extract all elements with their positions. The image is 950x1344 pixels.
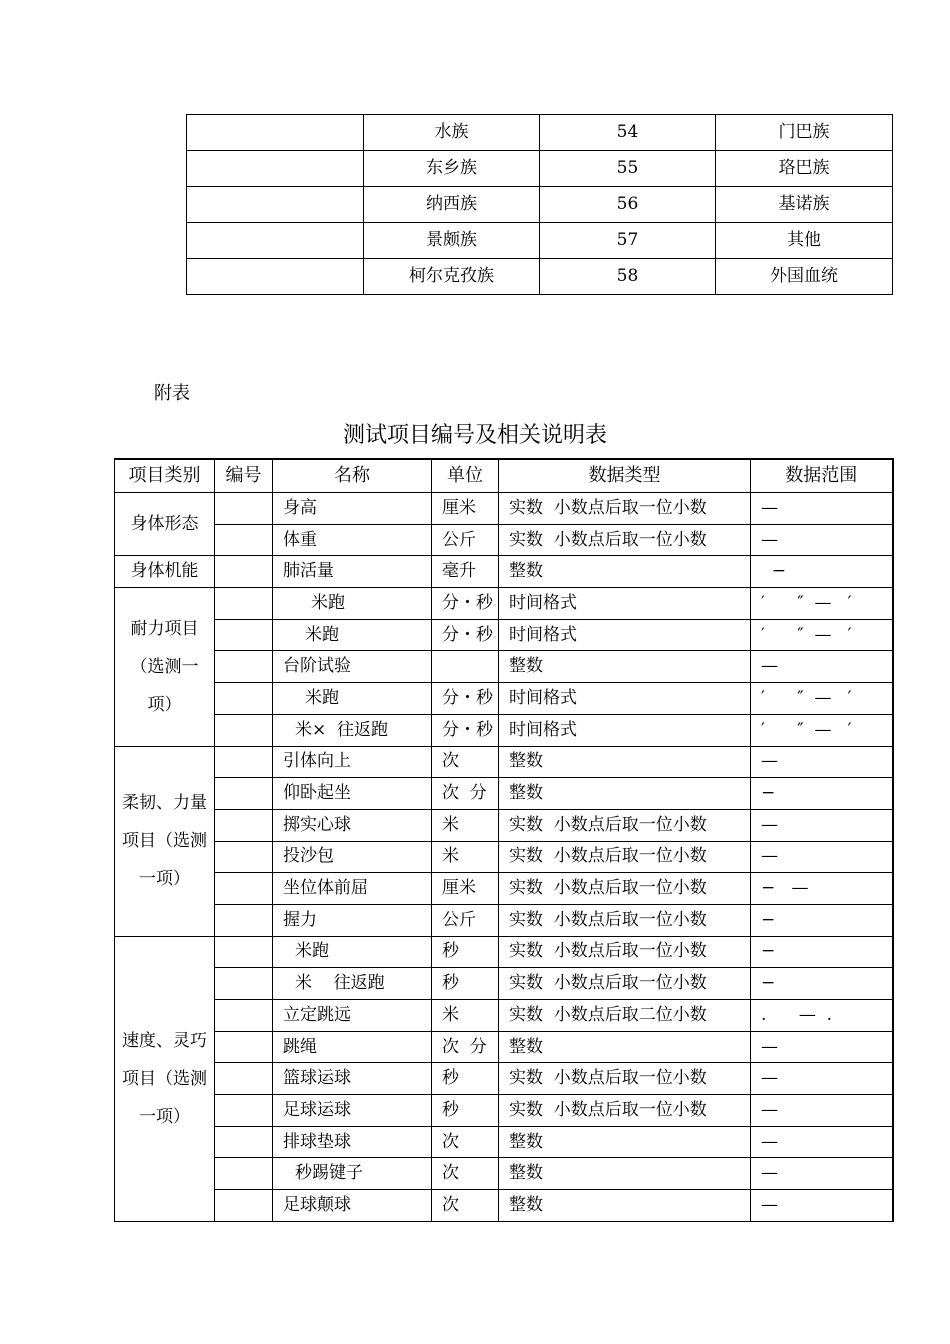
unit-cell: 公斤	[432, 524, 499, 556]
number-cell	[215, 651, 273, 683]
data-range-cell: ′ ″ — ′	[751, 588, 893, 620]
table-cell	[187, 223, 364, 259]
appendix-label: 附表	[154, 383, 190, 404]
header-data-range: 数据范围	[751, 459, 893, 493]
data-range-cell: —	[751, 493, 893, 525]
data-type-cell: 整数	[499, 778, 751, 810]
header-unit: 单位	[432, 459, 499, 493]
number-cell	[215, 873, 273, 905]
table-row	[115, 1190, 893, 1222]
data-type-cell: 整数	[499, 1126, 751, 1158]
unit-cell: 分・秒	[432, 683, 499, 715]
number-cell	[215, 588, 273, 620]
table-cell: 东乡族	[364, 151, 540, 187]
table-cell	[187, 151, 364, 187]
data-range-cell: −	[751, 936, 893, 968]
unit-cell: 分・秒	[432, 619, 499, 651]
name-cell: 台阶试验	[273, 651, 432, 683]
data-range-cell: —	[751, 1126, 893, 1158]
ethnic-table-body	[187, 115, 893, 295]
unit-cell: 次	[432, 1190, 499, 1222]
number-cell	[215, 1031, 273, 1063]
table-cell: 柯尔克孜族	[364, 259, 540, 295]
test-items-table	[114, 458, 894, 1222]
table-cell: 景颇族	[364, 223, 540, 259]
data-range-cell: —	[751, 841, 893, 873]
data-range-cell: —	[751, 651, 893, 683]
unit-cell: 秒	[432, 1095, 499, 1127]
unit-cell: 次	[432, 1158, 499, 1190]
table-cell: 纳西族	[364, 187, 540, 223]
unit-cell: 分・秒	[432, 588, 499, 620]
unit-cell: 米	[432, 841, 499, 873]
table-row	[115, 904, 893, 936]
test-table-body	[115, 493, 893, 1222]
number-cell	[215, 683, 273, 715]
data-type-cell: 实数 小数点后取一位小数	[499, 936, 751, 968]
table-cell	[187, 187, 364, 223]
data-range-cell: —	[751, 1095, 893, 1127]
unit-cell: 公斤	[432, 904, 499, 936]
name-cell: 引体向上	[273, 746, 432, 778]
number-cell	[215, 524, 273, 556]
unit-cell: 秒	[432, 1063, 499, 1095]
data-range-cell: —	[751, 746, 893, 778]
table-cell: 门巴族	[716, 115, 893, 151]
data-type-cell: 整数	[499, 651, 751, 683]
name-cell: 身高	[273, 493, 432, 525]
table-row	[115, 841, 893, 873]
data-type-cell: 整数	[499, 1031, 751, 1063]
table-row	[187, 223, 893, 259]
table-cell: 外国血统	[716, 259, 893, 295]
table-row	[187, 115, 893, 151]
unit-cell: 次 分	[432, 1031, 499, 1063]
name-cell: 握力	[273, 904, 432, 936]
data-range-cell: ′ ″ — ′	[751, 683, 893, 715]
unit-cell: 次	[432, 746, 499, 778]
table-cell: 54	[540, 115, 716, 151]
category-cell: 身体机能	[115, 556, 215, 588]
table-row	[115, 493, 893, 525]
data-type-cell: 时间格式	[499, 683, 751, 715]
name-cell: 米× 往返跑	[273, 714, 432, 746]
table-row	[115, 1095, 893, 1127]
unit-cell: 次 分	[432, 778, 499, 810]
table-cell: 58	[540, 259, 716, 295]
name-cell: 米跑	[273, 683, 432, 715]
name-cell: 米跑	[273, 588, 432, 620]
name-cell: 跳绳	[273, 1031, 432, 1063]
data-range-cell: ′ ″ — ′	[751, 619, 893, 651]
table-row	[115, 683, 893, 715]
data-range-cell: −	[751, 556, 893, 588]
name-cell: 篮球运球	[273, 1063, 432, 1095]
number-cell	[215, 619, 273, 651]
data-type-cell: 实数 小数点后取一位小数	[499, 873, 751, 905]
data-range-cell: −	[751, 968, 893, 1000]
header-name: 名称	[273, 459, 432, 493]
data-type-cell: 整数	[499, 556, 751, 588]
table-row	[187, 187, 893, 223]
data-range-cell: ′ ″ — ′	[751, 714, 893, 746]
data-range-cell: —	[751, 1158, 893, 1190]
data-type-cell: 整数	[499, 1158, 751, 1190]
number-cell	[215, 1095, 273, 1127]
table-row	[115, 873, 893, 905]
table-row	[115, 556, 893, 588]
number-cell	[215, 1158, 273, 1190]
table-cell: 55	[540, 151, 716, 187]
number-cell	[215, 841, 273, 873]
number-cell	[215, 809, 273, 841]
name-cell: 足球颠球	[273, 1190, 432, 1222]
unit-cell: 厘米	[432, 873, 499, 905]
data-range-cell: —	[751, 1031, 893, 1063]
table-cell: 57	[540, 223, 716, 259]
unit-cell: 米	[432, 809, 499, 841]
table-row	[115, 651, 893, 683]
name-cell: 肺活量	[273, 556, 432, 588]
table-row	[115, 968, 893, 1000]
ethnic-group-table	[186, 114, 893, 295]
number-cell	[215, 1126, 273, 1158]
data-type-cell: 实数 小数点后取一位小数	[499, 493, 751, 525]
category-cell: 耐力项目（选测一项）	[115, 588, 215, 746]
data-range-cell: −	[751, 778, 893, 810]
table-row	[187, 151, 893, 187]
table-cell: 基诺族	[716, 187, 893, 223]
table-row	[115, 1063, 893, 1095]
unit-cell: 分・秒	[432, 714, 499, 746]
table-cell: 56	[540, 187, 716, 223]
table-row	[115, 619, 893, 651]
header-category: 项目类别	[115, 459, 215, 493]
number-cell	[215, 556, 273, 588]
name-cell: 排球垫球	[273, 1126, 432, 1158]
data-range-cell: −	[751, 904, 893, 936]
data-type-cell: 时间格式	[499, 619, 751, 651]
header-number: 编号	[215, 459, 273, 493]
data-type-cell: 整数	[499, 1190, 751, 1222]
table-cell: 其他	[716, 223, 893, 259]
table-row	[115, 1031, 893, 1063]
name-cell: 坐位体前屈	[273, 873, 432, 905]
table-row	[115, 714, 893, 746]
data-type-cell: 实数 小数点后取一位小数	[499, 809, 751, 841]
data-type-cell: 时间格式	[499, 588, 751, 620]
data-range-cell: —	[751, 1063, 893, 1095]
data-range-cell: —	[751, 524, 893, 556]
data-type-cell: 实数 小数点后取一位小数	[499, 524, 751, 556]
data-type-cell: 实数 小数点后取一位小数	[499, 1095, 751, 1127]
number-cell	[215, 1190, 273, 1222]
table-row	[115, 588, 893, 620]
number-cell	[215, 493, 273, 525]
data-type-cell: 实数 小数点后取二位小数	[499, 1000, 751, 1032]
number-cell	[215, 936, 273, 968]
name-cell: 仰卧起坐	[273, 778, 432, 810]
table-cell: 水族	[364, 115, 540, 151]
name-cell: 足球运球	[273, 1095, 432, 1127]
category-cell: 身体形态	[115, 493, 215, 556]
data-type-cell: 实数 小数点后取一位小数	[499, 968, 751, 1000]
table-row	[115, 809, 893, 841]
name-cell: 秒踢键子	[273, 1158, 432, 1190]
table-cell: 珞巴族	[716, 151, 893, 187]
table-cell	[187, 115, 364, 151]
data-type-cell: 实数 小数点后取一位小数	[499, 1063, 751, 1095]
unit-cell: 秒	[432, 936, 499, 968]
table-row	[115, 778, 893, 810]
data-range-cell: —	[751, 1190, 893, 1222]
table-cell	[187, 259, 364, 295]
name-cell: 投沙包	[273, 841, 432, 873]
name-cell: 米 往返跑	[273, 968, 432, 1000]
name-cell: 米跑	[273, 936, 432, 968]
unit-cell: 厘米	[432, 493, 499, 525]
number-cell	[215, 968, 273, 1000]
table-row	[115, 524, 893, 556]
document-title: 测试项目编号及相关说明表	[342, 423, 607, 448]
data-type-cell: 整数	[499, 746, 751, 778]
name-cell: 体重	[273, 524, 432, 556]
data-type-cell: 实数 小数点后取一位小数	[499, 904, 751, 936]
data-range-cell: —	[751, 809, 893, 841]
number-cell	[215, 904, 273, 936]
table-row	[115, 1158, 893, 1190]
number-cell	[215, 1000, 273, 1032]
name-cell: 掷实心球	[273, 809, 432, 841]
unit-cell: 米	[432, 1000, 499, 1032]
data-type-cell: 实数 小数点后取一位小数	[499, 841, 751, 873]
table-row	[115, 1126, 893, 1158]
unit-cell	[432, 651, 499, 683]
table-row	[115, 746, 893, 778]
number-cell	[215, 714, 273, 746]
number-cell	[215, 778, 273, 810]
data-range-cell: − —	[751, 873, 893, 905]
number-cell	[215, 746, 273, 778]
table-row	[187, 259, 893, 295]
category-cell: 柔韧、力量项目（选测一项）	[115, 746, 215, 936]
data-type-cell: 时间格式	[499, 714, 751, 746]
unit-cell: 次	[432, 1126, 499, 1158]
category-cell: 速度、灵巧项目（选测一项）	[115, 936, 215, 1221]
header-row	[115, 459, 893, 493]
number-cell	[215, 1063, 273, 1095]
header-data-type: 数据类型	[499, 459, 751, 493]
name-cell: 米跑	[273, 619, 432, 651]
data-range-cell: . — .	[751, 1000, 893, 1032]
name-cell: 立定跳远	[273, 1000, 432, 1032]
unit-cell: 秒	[432, 968, 499, 1000]
table-row	[115, 936, 893, 968]
table-row	[115, 1000, 893, 1032]
unit-cell: 毫升	[432, 556, 499, 588]
